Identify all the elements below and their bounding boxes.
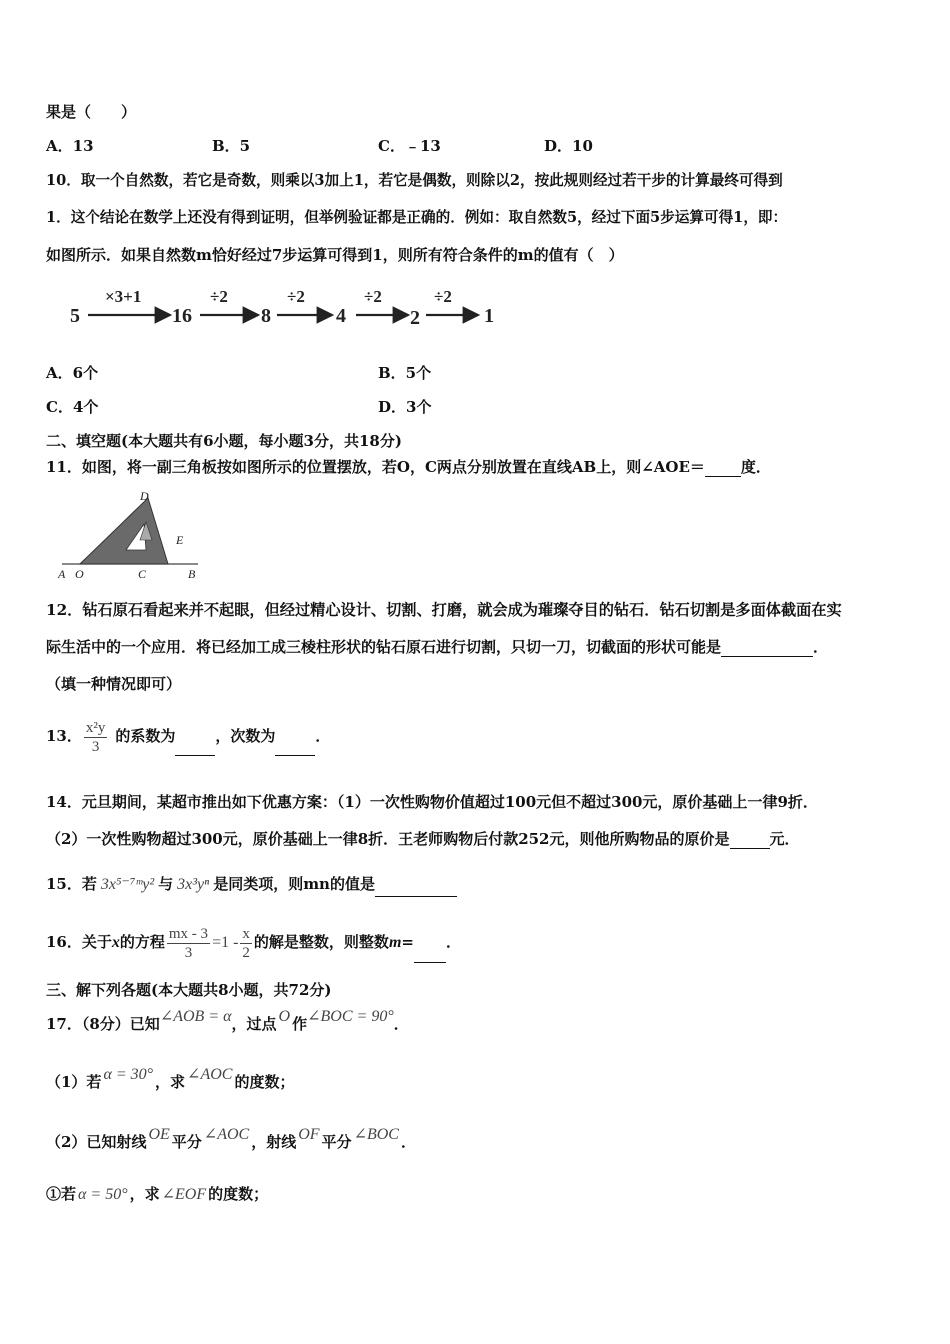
- q17-line3: [46, 1128, 416, 1157]
- q17-l2-a: （1）若: [46, 1073, 102, 1091]
- q17-line4: [46, 1180, 268, 1209]
- q16-prefix: 16．关于: [46, 933, 112, 951]
- q15-suffix: 是同类项，则mn的值是: [213, 875, 375, 893]
- q15-blank: [375, 896, 457, 897]
- q17-l3-m1: OE: [148, 1126, 170, 1143]
- q16-frac2-den: 2: [242, 944, 250, 961]
- q10-num-5: 1: [484, 305, 494, 327]
- q12-line3: （填一种情况即可）: [46, 675, 182, 693]
- q16-text3: =: [401, 933, 414, 951]
- q13-frac-num: x²y: [85, 719, 106, 736]
- q13-frac-den: 3: [91, 738, 100, 755]
- q11-label-c: C: [138, 567, 147, 581]
- q10-option-a: A．6个: [46, 364, 99, 382]
- q10-op-3: ÷2: [364, 287, 382, 306]
- q15-prefix: 15．若: [46, 875, 97, 893]
- q14-line1: 14．元旦期间，某超市推出如下优惠方案：（1）一次性购物价值超过100元但不超过300元，原价基础上一律9折．: [46, 793, 818, 811]
- q14-line2-after: 元．: [769, 830, 800, 848]
- q11-label-d: D: [140, 489, 149, 503]
- q10-line2: 1．这个结论在数学上还没有得到证明，但举例验证都是正确的．例如：取自然数5，经过下面5步运算可得1，即：: [46, 209, 788, 226]
- q10-option-c: C．4个: [46, 398, 99, 416]
- q12-line2-after: ．: [813, 638, 829, 656]
- q15-term2: 3x³yⁿ: [177, 876, 210, 893]
- q17-l3-b: 平分: [171, 1133, 202, 1151]
- q16-var-x: x: [111, 934, 120, 951]
- q16-blank: [414, 962, 446, 963]
- q17-l1-c: 作: [292, 1015, 308, 1033]
- q11-label-o: O: [75, 567, 84, 581]
- q17-l1-m1: ∠AOB = α: [159, 1008, 232, 1025]
- q15-mid: 与: [158, 875, 174, 893]
- q9-option-d: D．10: [544, 137, 593, 155]
- q17-l3-m4: ∠BOC: [353, 1126, 399, 1143]
- q9-option-b: B．5: [212, 137, 251, 155]
- q17-l3-c: ，射线: [251, 1133, 297, 1151]
- q10-op-4: ÷2: [434, 287, 452, 306]
- q16-var-m: m: [388, 934, 402, 951]
- q10-num-3: 4: [336, 305, 346, 327]
- q10-option-b: B．5个: [378, 364, 432, 382]
- q12-line2-before: 际生活中的一个应用．将已经加工成三棱柱形状的钻石原石进行切割，只切一刀，切截面的形状可能是: [46, 638, 722, 656]
- q12-line2: [46, 637, 828, 657]
- q17-l1-a: 17．（8分）已知: [46, 1015, 160, 1033]
- q15-line: [46, 872, 457, 897]
- q14-blank: [730, 848, 770, 849]
- q11-label-e: E: [176, 533, 184, 547]
- q10-line1: 10．取一个自然数，若它是奇数，则乘以3加上1，若它是偶数，则除以2，按此规则经过若干步的计算最终可得到: [46, 172, 783, 189]
- q10-num-1: 16: [172, 305, 192, 327]
- q16-frac1-den: 3: [184, 944, 193, 961]
- q17-l4-a: ①若: [46, 1185, 77, 1203]
- q13-blank2: [275, 755, 315, 756]
- q17-l4-m2: ∠EOF: [161, 1186, 207, 1203]
- q17-l3-m2: ∠AOC: [203, 1126, 250, 1143]
- q17-l1-m3: ∠BOC = 90°: [307, 1008, 394, 1025]
- q10-operation-diagram: [60, 282, 510, 332]
- q13-blank1: [175, 755, 215, 756]
- q14-line2: [46, 829, 800, 849]
- q16-fraction2: [240, 925, 252, 962]
- q10-num-4: 2: [410, 307, 420, 329]
- q17-l1-m2: O: [278, 1008, 291, 1025]
- q16-text1: 的方程: [119, 933, 165, 951]
- q11-text: [46, 457, 771, 477]
- q17-l1-d: ．: [393, 1015, 409, 1033]
- q16-text2: 的解是整数，则整数: [253, 933, 389, 951]
- q11-label-b: B: [188, 567, 196, 581]
- q16-frac1-num: mx - 3: [168, 925, 209, 942]
- q10-op-2: ÷2: [287, 287, 305, 306]
- q12-blank: [721, 656, 813, 657]
- q17-l2-m1: α = 30°: [103, 1066, 154, 1083]
- section3-heading: 三、解下列各题(本大题共8小题，共72分): [46, 981, 332, 999]
- q10-num-2: 8: [261, 305, 271, 327]
- q11-blank: [705, 476, 741, 477]
- q10-option-d: D．3个: [378, 398, 432, 416]
- q11-figure: [56, 488, 206, 584]
- q13-text2: ，次数为: [215, 727, 276, 745]
- q17-l2-m2: ∠AOC: [187, 1066, 233, 1083]
- q13-prefix: 13．: [46, 727, 82, 745]
- q17-l4-b: ，求: [129, 1185, 160, 1203]
- q17-l3-e: ．: [400, 1133, 416, 1151]
- triangle-30: [80, 498, 168, 564]
- q17-l3-m3: OF: [298, 1126, 320, 1143]
- q13-text3: ．: [315, 727, 331, 745]
- q11-label-a: A: [58, 567, 66, 581]
- q10-op-1: ÷2: [210, 287, 228, 306]
- q11-text-after: 度．: [740, 458, 771, 476]
- q9-option-a: A．13: [46, 137, 94, 155]
- q10-line3: 如图所示．如果自然数m恰好经过7步运算可得到1，则所有符合条件的m的值有（ ）: [46, 246, 624, 264]
- q16-frac2-num: x: [242, 925, 250, 942]
- q17-l3-d: 平分: [321, 1133, 352, 1151]
- q13-text1: 的系数为: [115, 727, 176, 745]
- q17-l2-b: ，求: [155, 1073, 186, 1091]
- q17-l4-c: 的度数；: [208, 1185, 269, 1203]
- section2-heading: 二、填空题(本大题共有6小题，每小题3分，共18分): [46, 432, 402, 450]
- q15-term1: 3x⁵⁻⁷ᵐy²: [100, 876, 155, 893]
- q16-eq: =1 -: [212, 934, 239, 951]
- q9-tail: 果是（ ）: [46, 103, 137, 121]
- q9-option-c: C．﹣13: [378, 137, 441, 155]
- q12-line1: 12．钻石原石看起来并不起眼，但经过精心设计、切割、打磨，就会成为璀璨夺目的钻石．钻石切割是多面体截面在实: [46, 601, 842, 619]
- q17-l2-c: 的度数；: [234, 1073, 295, 1091]
- q17-l1-b: ，过点: [231, 1015, 277, 1033]
- q17-l3-a: （2）已知射线: [46, 1133, 147, 1151]
- q16-fraction1: [167, 925, 210, 962]
- q17-line1: [46, 1010, 409, 1039]
- q17-line2: [46, 1068, 294, 1097]
- q16-text4: ．: [445, 933, 461, 951]
- q13-fraction: [84, 719, 108, 756]
- q10-op-0: ×3+1: [105, 287, 142, 306]
- q14-line2-before: （2）一次性购物超过300元，原价基础上一律8折．王老师购物后付款252元，则他所购物品的原价是: [46, 830, 730, 848]
- q13-line: [46, 716, 330, 756]
- q16-line: [46, 922, 461, 963]
- q11-text-before: 11．如图，将一副三角板按如图所示的位置摆放，若O，C两点分别放置在直线AB上，则∠AOE＝: [46, 458, 705, 476]
- q10-num-0: 5: [70, 305, 80, 327]
- q17-l4-m1: α = 50°: [78, 1186, 128, 1203]
